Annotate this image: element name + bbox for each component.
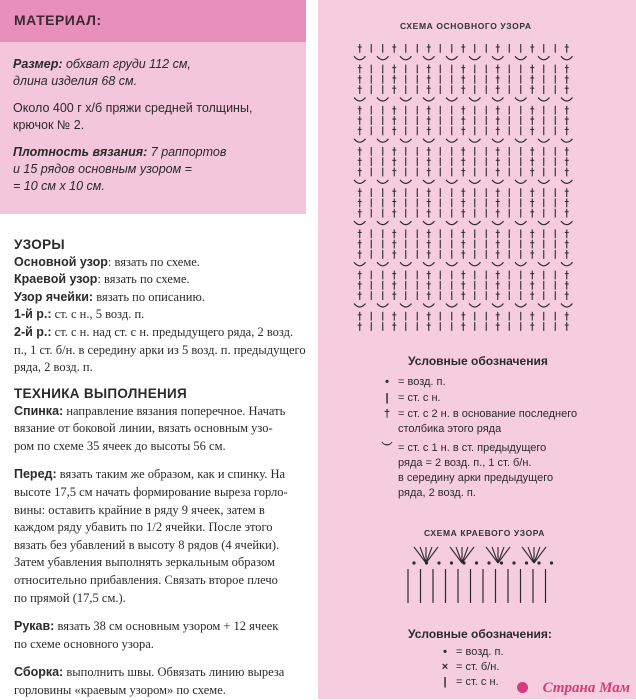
arch-stitch-mark — [377, 180, 389, 184]
arch-stitch-mark — [515, 221, 527, 225]
arch-stitch-icon: ︶ — [381, 442, 393, 454]
arch-stitch-mark — [561, 304, 573, 308]
material-box — [0, 0, 306, 214]
legend-text: = ст. с 2 н. в основание последнего — [398, 408, 578, 420]
fan-stitch-mark — [462, 547, 474, 563]
chain-stitch-icon: • — [443, 646, 447, 658]
main-chart-title: СХЕМА ОСНОВНОГО УЗОРА — [400, 21, 532, 31]
density-line-3 — [13, 177, 298, 196]
arch-stitch-mark — [538, 221, 550, 225]
arch-stitch-mark — [377, 221, 389, 225]
assembly-text-1: выполнить швы. Обвязать линию выреза — [63, 665, 285, 680]
arch-stitch-mark — [515, 56, 527, 60]
front-line-6: Затем убавления выполнять зеркальным образом — [14, 555, 275, 570]
edge-chain-mark — [500, 561, 503, 564]
row2-line-1 — [14, 324, 310, 342]
assembly-label: Сборка: — [14, 665, 64, 680]
arch-stitch-mark — [469, 56, 481, 60]
arch-stitch-mark — [492, 304, 504, 308]
main-legend-row-2 — [376, 391, 441, 406]
arch-stitch-mark — [400, 221, 412, 225]
main-legend-row-5 — [376, 441, 546, 456]
edge-legend-row-3 — [434, 675, 499, 690]
arch-stitch-mark — [515, 180, 527, 184]
arch-stitch-mark — [400, 262, 412, 266]
sleeve-text-1: вязать 38 см основным узором + 12 ячеек — [54, 619, 279, 634]
arch-stitch-mark — [446, 56, 458, 60]
spacer — [14, 653, 310, 664]
row2-line-3: ряда, 2 возд. п. — [14, 360, 93, 375]
arch-stitch-mark — [377, 304, 389, 308]
front-text-1: вязать таким же образом, как и спинку. На — [56, 467, 286, 482]
fan-stitch-mark — [522, 547, 534, 563]
arch-stitch-mark — [354, 304, 366, 308]
fan-stitch-mark — [492, 547, 498, 563]
fan-stitch-mark — [462, 547, 468, 563]
arch-stitch-mark — [515, 139, 527, 143]
arch-stitch-mark — [492, 98, 504, 102]
fan-stitch-mark — [426, 547, 432, 563]
arch-stitch-mark — [469, 221, 481, 225]
assembly-line-1 — [14, 664, 310, 682]
main-pattern-diagram — [348, 40, 588, 335]
technique-title: ТЕХНИКА ВЫПОЛНЕНИЯ — [14, 386, 188, 401]
arch-stitch-mark — [423, 221, 435, 225]
back-line-3: ром по схеме 35 ячеек до высоты 56 см. — [14, 438, 226, 453]
arch-stitch-mark — [446, 221, 458, 225]
edge-pattern-label: Краевой узор — [14, 272, 98, 287]
fan-stitch-mark — [456, 547, 462, 563]
size-label: Размер: — [13, 57, 63, 71]
arch-stitch-mark — [469, 262, 481, 266]
sleeve-line-2: по схеме основного узора. — [14, 636, 154, 651]
row1-line — [14, 306, 310, 324]
arch-stitch-mark — [492, 56, 504, 60]
front-line-4: каждом ряду убавить по 1/2 ячейки. После этого — [14, 520, 273, 535]
arch-stitch-mark — [469, 98, 481, 102]
edge-legend-row-1 — [434, 645, 504, 660]
arch-stitch-mark — [423, 139, 435, 143]
edge-chain-mark — [487, 561, 490, 564]
arch-stitch-mark — [469, 139, 481, 143]
main-legend-row-8: ряда, 2 возд. п. — [398, 487, 476, 499]
treble-crochet-icon: † — [383, 408, 391, 420]
legend-text: = возд. п. — [456, 646, 504, 658]
cell-pattern-label: Узор ячейки: — [14, 289, 94, 304]
legend-text: = ст. с н. — [398, 392, 441, 404]
front-line-2: высоте 17,5 см начать формирование выреза горло- — [14, 484, 288, 499]
legend-text: = возд. п. — [398, 376, 446, 388]
arch-stitch-mark — [423, 180, 435, 184]
arch-stitch-mark — [423, 98, 435, 102]
edge-chain-mark — [450, 561, 453, 564]
arch-stitch-mark — [354, 221, 366, 225]
edge-chain-mark — [537, 561, 540, 564]
technique-section — [14, 385, 310, 700]
edge-pattern-text: : вязать по схеме. — [97, 272, 190, 287]
arch-stitch-mark — [400, 304, 412, 308]
row2-text-1: ст. с н. над ст. с н. предыдущего ряда, 2 возд. — [51, 324, 294, 339]
fan-stitch-mark — [450, 547, 462, 563]
material-header — [0, 0, 306, 42]
fan-stitch-mark — [534, 547, 540, 563]
edge-chart-title: СХЕМА КРАЕВОГО УЗОРА — [424, 528, 546, 538]
patterns-section — [14, 236, 310, 377]
sleeve-line-1 — [14, 618, 310, 636]
main-legend-row-3 — [376, 407, 577, 422]
edge-pattern-line — [14, 271, 310, 289]
arch-stitch-mark — [561, 262, 573, 266]
back-label: Спинка: — [14, 403, 64, 418]
back-line-1 — [14, 403, 310, 421]
arch-stitch-mark — [400, 139, 412, 143]
row2-line-2: п., 1 ст. б/н. в середину арки из 5 возд. п. предыдущего — [14, 342, 306, 357]
site-watermark: Страна Мам — [542, 680, 630, 696]
legend-text: = ст. с н. — [456, 676, 499, 688]
fan-stitch-mark — [414, 547, 426, 563]
front-line-1 — [14, 466, 310, 484]
arch-stitch-mark — [492, 262, 504, 266]
edge-chain-mark — [437, 561, 440, 564]
arch-stitch-mark — [354, 262, 366, 266]
density-text-1: 7 раппортов — [147, 145, 227, 159]
main-pattern-label: Основной узор — [14, 254, 108, 269]
arch-stitch-mark — [538, 262, 550, 266]
yarn-line-1: Около 400 г х/б пряжи средней толщины, — [13, 101, 253, 115]
fan-stitch-mark — [498, 547, 510, 563]
arch-stitch-mark — [354, 98, 366, 102]
arch-stitch-mark — [423, 304, 435, 308]
spacer — [14, 455, 310, 466]
arch-stitch-mark — [469, 304, 481, 308]
front-line-3: вины: оставить крайние в ряду 9 ячеек, затем в — [14, 502, 265, 517]
arch-stitch-mark — [515, 262, 527, 266]
row1-text: ст. с н., 5 возд. п. — [51, 307, 145, 322]
legend-text: = ст. б/н. — [456, 661, 500, 673]
density-text-2: и 15 рядов основным узором = — [13, 162, 192, 176]
arch-stitch-mark — [400, 180, 412, 184]
arch-stitch-mark — [446, 139, 458, 143]
arch-stitch-mark — [446, 98, 458, 102]
edge-chain-mark — [412, 561, 415, 564]
arch-stitch-mark — [538, 139, 550, 143]
main-legend-row-6: ряда = 2 возд. п., 1 ст. б/н. — [398, 457, 532, 469]
arch-stitch-mark — [400, 98, 412, 102]
arch-stitch-mark — [538, 98, 550, 102]
arch-stitch-mark — [446, 180, 458, 184]
assembly-line-2: горловины «краевым узором» по схеме. — [14, 682, 226, 697]
back-text-1: направление вязания поперечное. Начать — [63, 403, 286, 418]
size-text-1: обхват груди 112 см, — [62, 57, 191, 71]
arch-stitch-mark — [377, 139, 389, 143]
back-line-2: вязание от боковой линии, вязать основным узо- — [14, 421, 273, 436]
single-crochet-icon: × — [441, 661, 449, 673]
arch-stitch-mark — [561, 98, 573, 102]
edge-chain-mark — [525, 561, 528, 564]
chain-stitch-icon: • — [385, 376, 389, 388]
main-legend-row-7: в середину арки предыдущего — [398, 472, 554, 484]
arch-stitch-mark — [561, 180, 573, 184]
arch-stitch-mark — [446, 304, 458, 308]
arch-stitch-mark — [400, 56, 412, 60]
edge-pattern-diagram — [402, 545, 562, 605]
arch-stitch-mark — [469, 180, 481, 184]
arch-stitch-mark — [354, 139, 366, 143]
row1-label: 1-й р.: — [14, 307, 52, 322]
row2-label: 2-й р.: — [14, 324, 52, 339]
main-pattern-text: : вязать по схеме. — [107, 254, 200, 269]
arch-stitch-mark — [492, 221, 504, 225]
edge-chain-mark — [550, 561, 553, 564]
arch-stitch-mark — [446, 262, 458, 266]
front-line-8: по прямой (17,5 см.). — [14, 590, 126, 605]
arch-stitch-mark — [354, 56, 366, 60]
edge-chain-mark — [512, 561, 515, 564]
right-column — [318, 0, 636, 699]
arch-stitch-mark — [423, 56, 435, 60]
main-pattern-line — [14, 254, 310, 272]
arch-stitch-mark — [538, 56, 550, 60]
legend-text: = ст. с 1 н. в ст. предыдущего — [398, 442, 547, 454]
double-crochet-icon: | — [385, 392, 389, 404]
arch-stitch-mark — [561, 56, 573, 60]
density-text-3: = 10 см х 10 см. — [13, 179, 105, 193]
double-crochet-icon: | — [443, 676, 447, 688]
fan-stitch-mark — [528, 547, 534, 563]
logo-icon — [517, 682, 528, 693]
arch-stitch-mark — [561, 221, 573, 225]
arch-stitch-mark — [561, 139, 573, 143]
edge-chain-mark — [475, 561, 478, 564]
front-line-7: относительно прибавления. Связать второе плечо — [14, 572, 278, 587]
front-line-5: вязать без убавлений в высоту 8 рядов (4 ячейки). — [14, 537, 280, 552]
edge-legend-title: Условные обозначения: — [408, 627, 552, 641]
front-label: Перед: — [14, 467, 57, 482]
fan-stitch-mark — [486, 547, 498, 563]
edge-legend-row-2 — [434, 660, 499, 675]
arch-stitch-mark — [354, 180, 366, 184]
yarn-line-2: крючок № 2. — [13, 118, 85, 132]
arch-stitch-mark — [492, 139, 504, 143]
spacer — [14, 607, 310, 618]
size-line-2 — [13, 72, 298, 91]
cell-pattern-text: вязать по описанию. — [93, 289, 205, 304]
main-legend-row-4: столбика этого ряда — [398, 423, 502, 435]
patterns-title: УЗОРЫ — [14, 237, 65, 252]
cell-pattern-line — [14, 289, 310, 307]
arch-stitch-mark — [423, 262, 435, 266]
arch-stitch-mark — [492, 180, 504, 184]
arch-stitch-mark — [377, 262, 389, 266]
main-legend-title: Условные обозначения — [408, 354, 548, 368]
fan-stitch-mark — [498, 547, 504, 563]
arch-stitch-mark — [515, 98, 527, 102]
arch-stitch-mark — [538, 180, 550, 184]
arch-stitch-mark — [538, 304, 550, 308]
size-text-2: длина изделия 68 см. — [13, 74, 138, 88]
arch-stitch-mark — [515, 304, 527, 308]
sleeve-label: Рукав: — [14, 619, 55, 634]
material-title: МАТЕРИАЛ: — [14, 12, 102, 28]
fan-stitch-mark — [426, 547, 438, 563]
fan-stitch-mark — [420, 547, 426, 563]
arch-stitch-mark — [377, 56, 389, 60]
main-legend-row-1 — [376, 375, 446, 390]
density-label: Плотность вязания: — [13, 145, 148, 159]
arch-stitch-mark — [377, 98, 389, 102]
fan-stitch-mark — [534, 547, 546, 563]
